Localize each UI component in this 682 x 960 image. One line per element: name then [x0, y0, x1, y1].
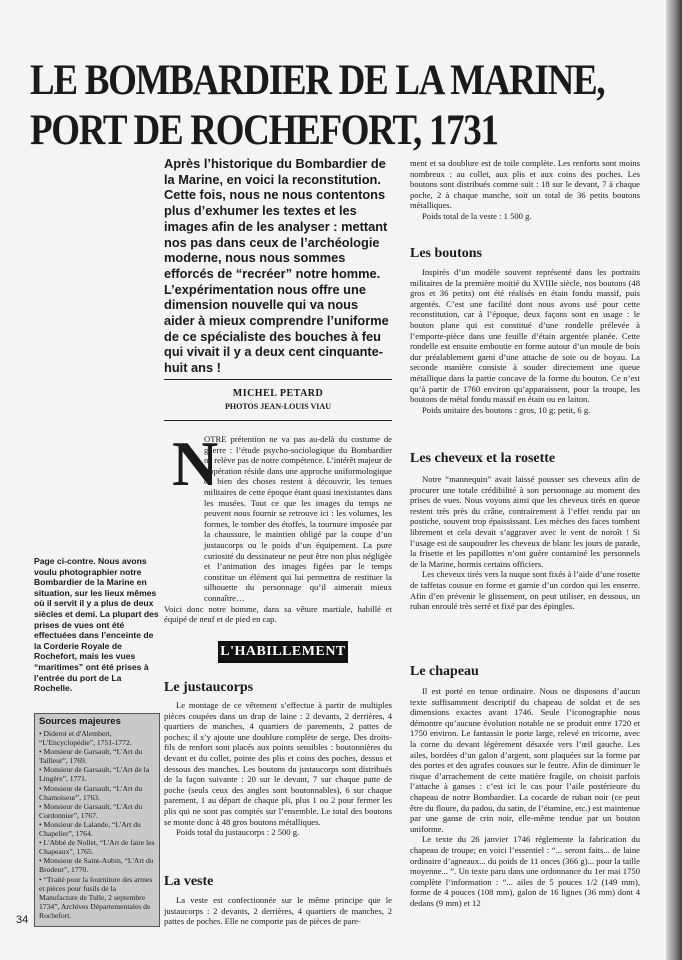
chapeau-text — [410, 686, 640, 908]
justaucorps-paragraph: Le montage de ce vêtement s’effectue à partir de multiples pièces coupées dans un drap de laine : 2 devants, 2 derrières, 4 quartiers de manches, 4 quartiers de parements, 2 pattes de poches; il s’y ajoute une doublure complète de serge. Des droits-fils de renfort sont placés aux points sensibles : boutonnières du devant et du collet, pointe des plis et coins des poches, dessus et dessous des manches. Les boutons du justaucorps sont distribués de la façon suivante : 20 sur le devant, 7 sur chaque patte de poche (seuls ceux des angles sont boutonnables), 6 sur chaque parement, 1 au départ de chaque pli, plus 1 ou 2 pour fermer les plis qui ne sont pas comptés sur l’ensemble. Le total des boutons se monte donc à 48 gros boutons métalliques. — [164, 700, 392, 827]
article-title — [30, 56, 605, 156]
title-line-1: LE BOMBARDIER DE LA MARINE, — [30, 57, 605, 104]
main-text-paragraph: OTRE prétention ne va pas au-delà du costume de guerre : l’étude psycho-sociologique du Bombardier ne relève pas de notre compétence. L’intérêt majeur de l’opération réside dans une approche uniformologique où bien des choses restent à découvrir, les tenues militaires de cette époque étant quasi inexistantes dans les musées. Tout ce que les images du temps ne peuvent nous fournir se retrouve ici : les volumes, les formes, le tomber des étoffes, la tournure imposée par la chaussure, le maintien obligé par la coupe d’un justaucorps ou le poids d’un équipement. La pure curiosité du dessinateur ne peut être non plus négligée et l’animation des images figées par le temps constitue un élément qui lui permettra de restituer la silhouette du personnage qu’il aimerait mieux connaître… — [204, 434, 392, 603]
cheveux-paragraph: Notre “mannequin” avait laissé pousser ses cheveux afin de procurer une totale crédibilité à son personnage au moment des prises de vues. Nous voyons ainsi que les cheveux tirés en queue restent très près du crâne, contrairement à l’effet rendu par un postiche, souvent trop épaississant. Les mèches des faces tombent librement et cela devait s’aggraver avec le vent de noroît ! Si l’usage est de saupoudrer les cheveux de blanc les jours de parade, la frisette et les papillottes n’ont guère contaminé les personnels de la Marine, hormis certains officiers. — [410, 474, 640, 569]
heading-chapeau: Le chapeau — [410, 664, 479, 679]
page-binding-shadow — [666, 0, 682, 960]
photo-caption: Page ci-contre. Nous avons voulu photographier notre Bombardier de la Marine en situation, sur les lieux mêmes où il servit il y a plus de deux siècles et demi. La plupart des prises de vues ont été effectuées dans l’enceinte de la Corderie Royale de Rochefort, mais les vues “maritimes” ont été prises à l’entrée du port de La Rochelle. — [34, 556, 159, 694]
veste-continued — [410, 158, 640, 222]
veste-weight: Poids total de la veste : 1 500 g. — [422, 210, 532, 221]
heading-boutons: Les boutons — [410, 246, 482, 261]
intro-paragraph: Après l’historique du Bombardier de la Marine, en voici la reconstitution. Cette fois, nous ne nous contentons plus d’exhumer les textes et les images afin de les analyser : mettant nos pas dans ceux de l’archéologie moderne, nous nous sommes efforcés de “recréer” notre homme. L’expérimentation nous offre une dimension nouvelle qui va nous aider à mieux comprendre l’uniforme de ce spécialiste des bouches à feu qui vivait il y a deux cent cinquante-huit ans ! — [164, 156, 389, 376]
source-item: • L'Abbé de Nollet, “L'Art de faire les Chapeaux”, 1765. — [39, 838, 155, 857]
main-text-paragraph-2: Voici donc notre homme, dans sa vêture martiale, habillé et équipé de neuf et de pied en cap. — [164, 603, 392, 625]
source-item: • Monsieur de Garsault, “L'Art de la Lingère”, 1771. — [39, 765, 150, 784]
justaucorps-weight: Poids total du justaucorps : 2 500 g. — [176, 827, 300, 838]
heading-cheveux: Les cheveux et la rosette — [410, 451, 556, 466]
sources-box — [34, 713, 160, 927]
cheveux-text — [410, 474, 640, 612]
section-banner: L'HABILLEMENT — [218, 641, 348, 663]
justaucorps-text — [164, 700, 392, 838]
sources-title: Sources majeures — [39, 716, 121, 727]
veste-text — [164, 895, 392, 927]
heading-veste: La veste — [164, 874, 214, 889]
title-line-2: PORT DE ROCHEFORT, 1731 — [30, 107, 498, 154]
source-item: • Monsieur de Garsault, “L'Art du Chamoiseur”, 1763. — [39, 783, 143, 802]
source-item: • Monsieur de Garsault, “L'Art du Cordonnier”, 1767. — [39, 801, 143, 820]
photo-credit: PHOTOS JEAN-LOUIS VIAU — [225, 402, 331, 411]
boutons-weight: Poids unitaire des boutons : gros, 10 g; petit, 6 g. — [422, 404, 591, 415]
source-item: • Monsieur de Saint-Aubin, “L'Art du Brodeur”, 1770. — [39, 856, 154, 875]
drop-cap: N — [172, 428, 219, 499]
chapeau-paragraph: Il est porté en tenue ordinaire. Nous ne disposons d’aucun texte suffisamment descriptif du chapeau de soldat et de ses dimensions exactes avant 1746. Seule l’iconographie nous démontre qu’aucune évolution notable ne se produit entre 1720 et 1750 environ. Le fantassin le porte large, relevé en tricorne, avec la corne du devant légèrement désaxée vers l’œil gauche. Les ailes, bordées d’un galon d’argent, sont plaquées sur la forme par des portes et des agrafes cousues sur le feutre. Afin de diminuer le risque d’arrachement de cette matière fragile, on choisit parfois l’attache à ganses : c’est ici le cas pour l’aile postérieure du chapeau de notre Bombardier. La cocarde de ruban noir (ce peut être du floure, du padou, du satin, de l’étamine, etc.) est maintenue par une ganse de crin noir, elle-même tendue par un bouton uniforme. — [410, 686, 640, 834]
main-text-block — [164, 428, 392, 625]
cheveux-paragraph-2: Les cheveux tirés vers la nuque sont fixés à l’aide d’une rosette de taffetas cousue en forme et garnie d’un cordon qui les enserre. Afin d’en prévenir le glissement, on peut utiliser, en dessous, un ruban enroulé très serré et fixé par des épingles. — [410, 569, 640, 612]
source-item: • Monsieur de Garsault, “L'Art du Tailleur”, 1769. — [39, 747, 143, 766]
source-item: • Diderot et d'Alembert, “L'Encyclopédie”, 1751-1772. — [39, 729, 132, 748]
page-number: 34 — [16, 914, 29, 926]
boutons-text — [410, 267, 640, 415]
intro-divider — [164, 379, 392, 380]
source-item: • Monsieur de Lalande, “L'Art du Chapelier”, 1764. — [39, 819, 141, 839]
boutons-paragraph: Inspirés d’un modèle souvent représenté dans les portraits militaires de la première moitié du XVIIIe siècle, nos boutons (48 gros et 36 petits) ont été réalisés en étain fondu massif, puis argentés. C’est une facilité dont nous avons usé pour cette reconstitution, car à l’époque, deux façons sont en usage : le bouton plane qui est constitué d’une rondelle prélevée à l’emporte-pièce dans une feuille d’étain argentée planée. Cette rondelle est ensuite emboutie en forme autour d’un moule de bois dur préalablement garni d’une attache de soie ou de boyau. La seconde manière consiste à souder directement une queue métallique dans la partie concave de la forme du bouton. Ce n’est qu’à partir de 1760 environ qu’apparaissent, pour la troupe, les boutons de métal fondu massif en étain ou en laiton. — [410, 267, 640, 405]
source-item: • “Traité pour la fourniture des armes et pièces pour fusils de la Manufacture de Tulle, 2 septembre 1734”, Archives Départementales de Rochefort. — [39, 874, 153, 920]
veste-paragraph: La veste est confectionnée sur le même principe que le justaucorps : 2 devants, 2 derrières, 4 quartiers de manches, 2 pattes de poches. Elle ne comporte pas de pièces de pare- — [164, 895, 392, 927]
heading-justaucorps: Le justaucorps — [164, 680, 254, 695]
author-byline: MICHEL PETARD — [232, 388, 324, 399]
chapeau-paragraph-2: Le texte du 26 janvier 1746 réglemente la fabrication du chapeau de troupe; en voici l’essentiel : “... seront faits... de laine ordinaire d’agneaux... du poids de 11 onces (366 g)... pour la taille moyenne... ”. Un texte paru dans une ordonnance du 1er mai 1750 complète l’information : “... ailes de 5 pouces 1/2 (149 mm), forme de 4 pouces (108 mm), galon de 16 lignes (36 mm) dont 4 dedans (9 mm) et 12 — [410, 834, 640, 908]
byline-divider — [164, 420, 392, 421]
veste-continued-paragraph: ment et sa doublure est de toile complète. Les renforts sont moins nombreux : au collet, aux plis et aux coins des poches. Les boutons sont distribués comme suit : 18 sur le devant, 7 à chaque poche, 2 à chaque manche, soit un total de 36 petits boutons métalliques. — [410, 158, 640, 211]
